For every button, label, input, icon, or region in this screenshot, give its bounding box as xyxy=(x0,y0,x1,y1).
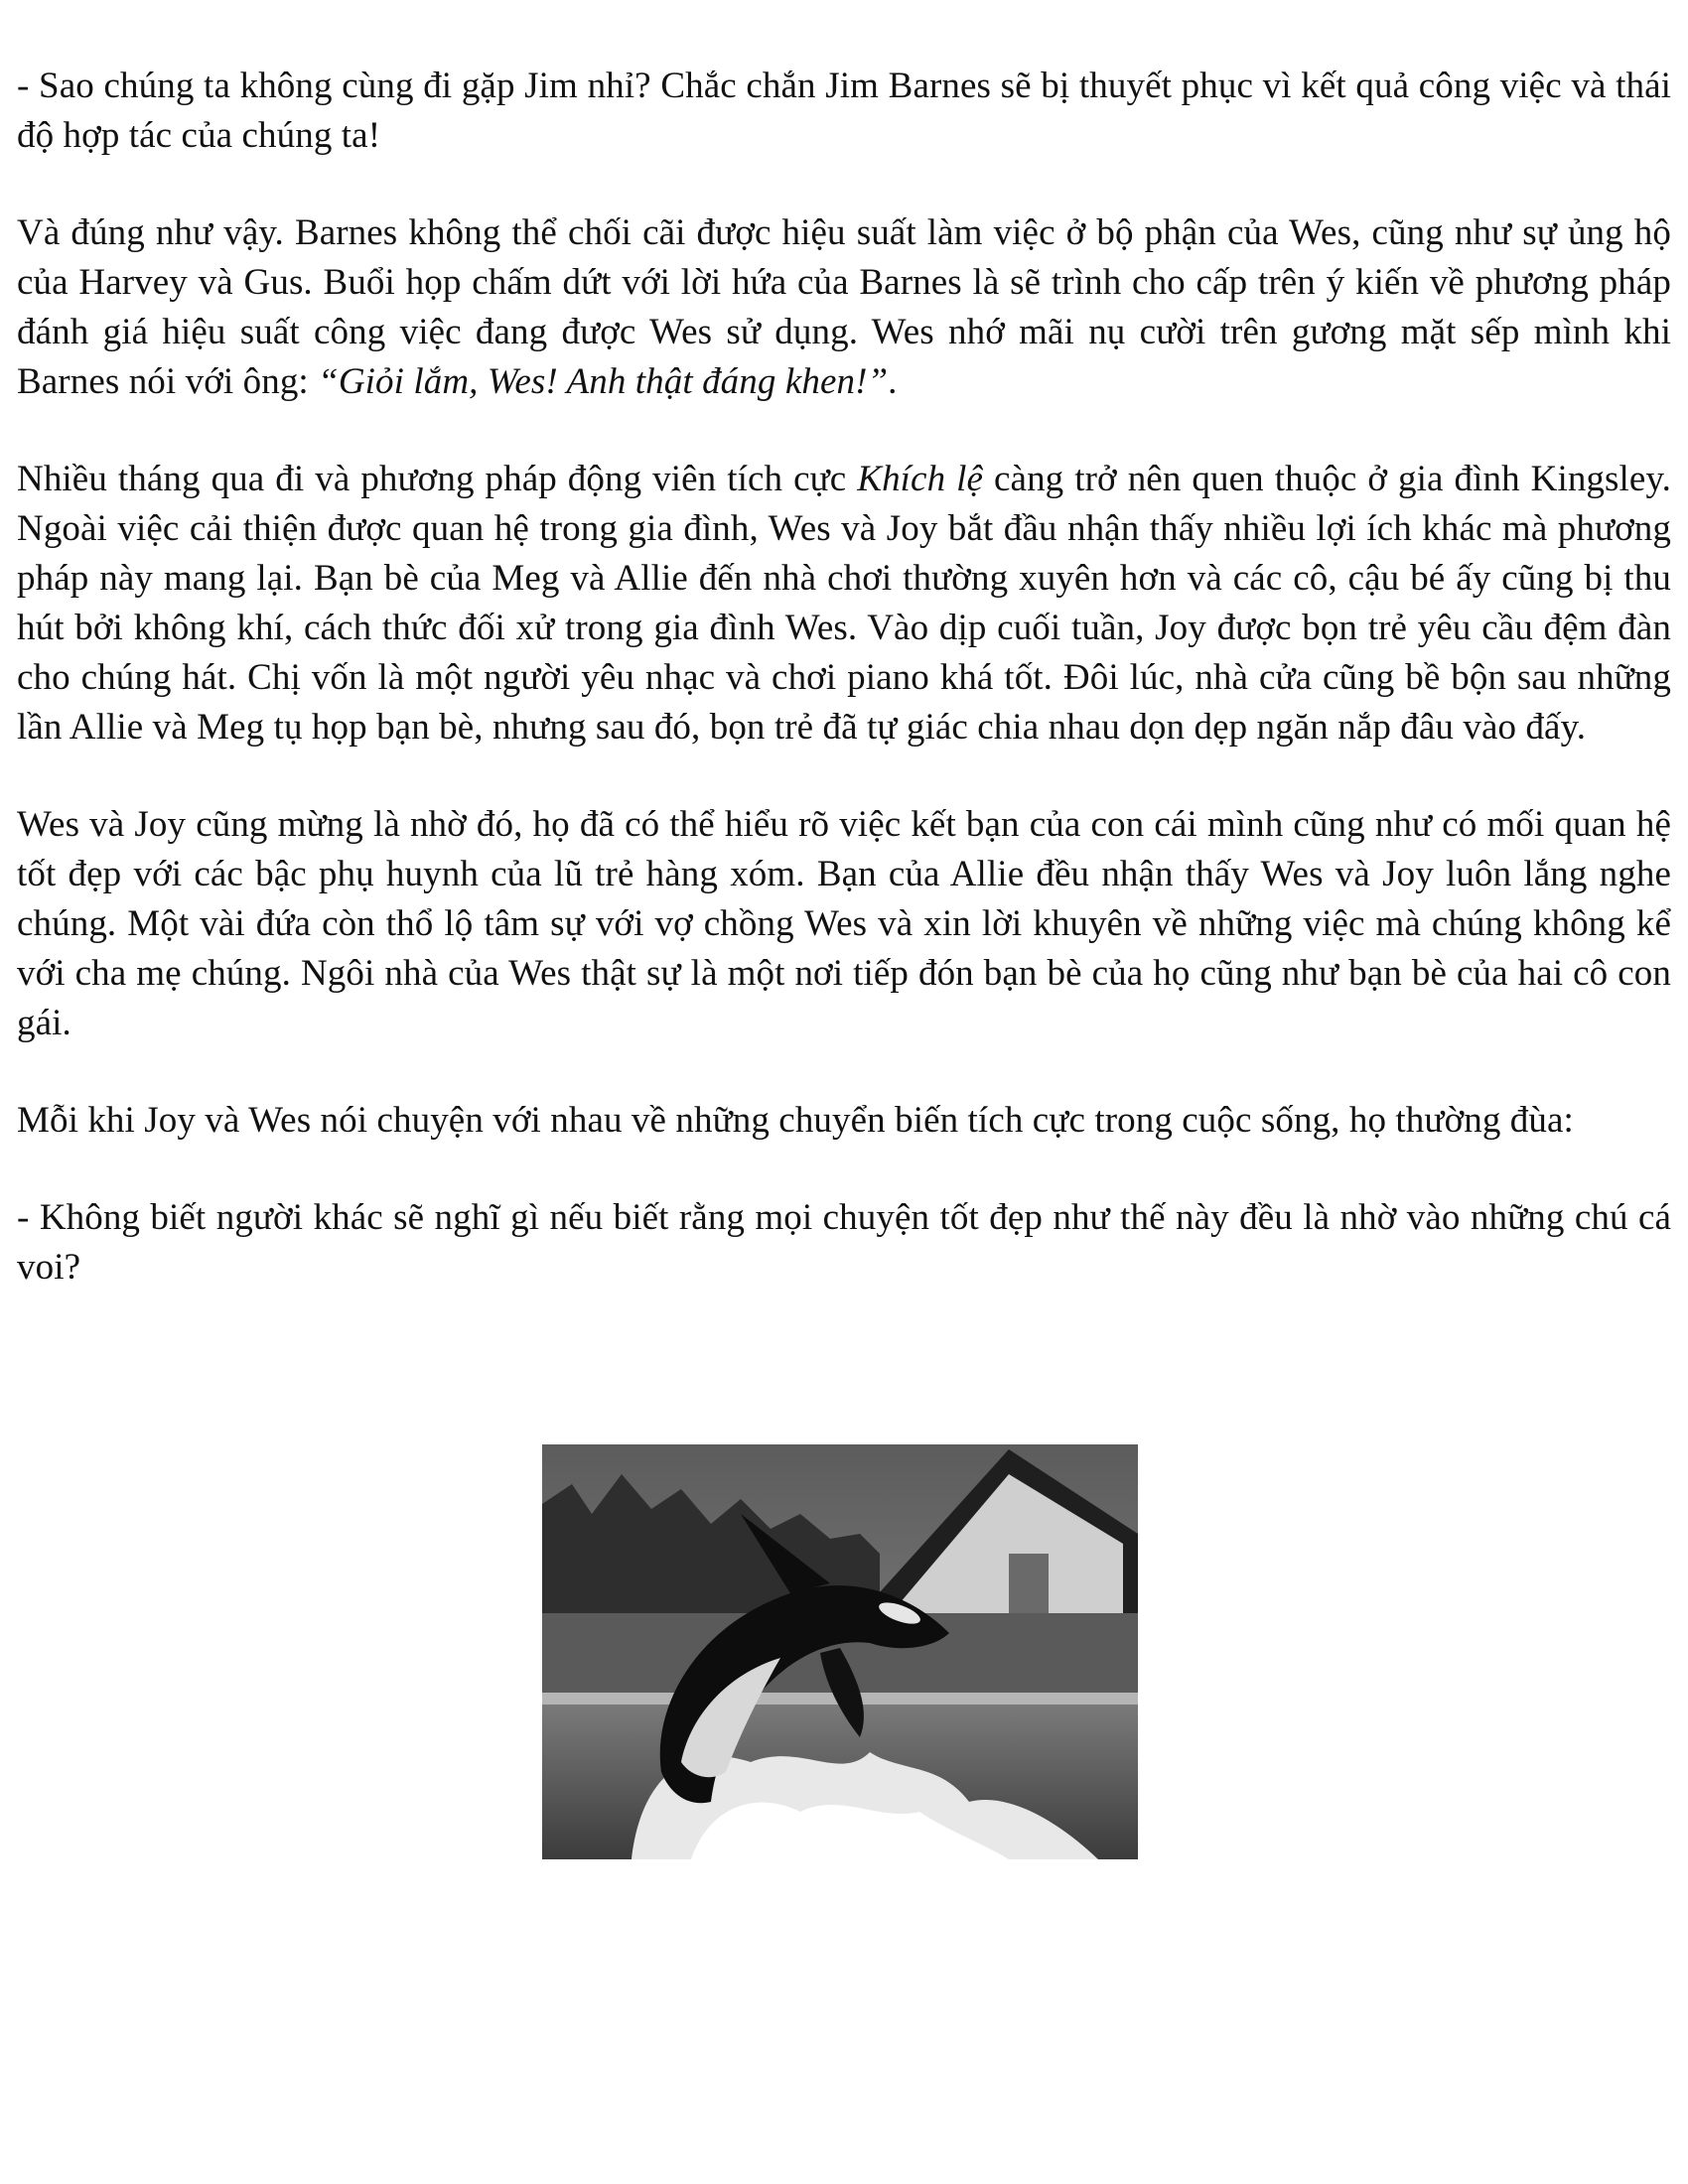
paragraph-6: - Không biết người khác sẽ nghĩ gì nếu biết rằng mọi chuyện tốt đẹp như thế này đều là nhờ vào những chú cá voi? xyxy=(17,1197,1671,1288)
paragraph-4: Wes và Joy cũng mừng là nhờ đó, họ đã có thể hiểu rõ việc kết bạn của con cái mình cũng như có mối quan hệ tốt đẹp với các bậc phụ huynh của lũ trẻ hàng xóm. Bạn của Allie đều nhận thấy Wes và Joy luôn lắng nghe chúng. Một vài đứa còn thổ lộ tâm sự với vợ chồng Wes và xin lời khuyên về những việc mà chúng không kể với cha mẹ chúng. Ngôi nhà của Wes thật sự là một nơi tiếp đón bạn bè của họ cũng như bạn bè của hai cô con gái. xyxy=(17,804,1671,1043)
paragraph-5: Mỗi khi Joy và Wes nói chuyện với nhau về những chuyển biến tích cực trong cuộc sống, họ thường đùa: xyxy=(17,1100,1574,1141)
building-window xyxy=(1009,1554,1049,1613)
paragraph-3-text-end: càng trở nên quen thuộc ở gia đình Kingsley. Ngoài việc cải thiện được quan hệ trong gia đình, Wes và Joy bắt đầu nhận thấy nhiều lợi ích khác mà phương pháp này mang lại. Bạn bè của Meg và Allie đến nhà chơi thường xuyên hơn và các cô, cậu bé ấy cũng bị thu hút bởi không khí, cách thức đối xử trong gia đình Wes. Vào dịp cuối tuần, Joy được bọn trẻ yêu cầu đệm đàn cho chúng hát. Chị vốn là một người yêu nhạc và chơi piano khá tốt. Đôi lúc, nhà cửa cũng bề bộn sau những lần Allie và Meg tụ họp bạn bè, nhưng sau đó, bọn trẻ đã tự giác chia nhau dọn dẹp ngăn nắp đâu vào đấy. xyxy=(17,459,1671,748)
document-page xyxy=(17,62,1671,1340)
orca-photo xyxy=(542,1444,1138,1859)
orca-illustration xyxy=(542,1444,1138,1859)
paragraph-1: - Sao chúng ta không cùng đi gặp Jim nhỉ? Chắc chắn Jim Barnes sẽ bị thuyết phục vì kết quả công việc và thái độ hợp tác của chúng ta! xyxy=(17,66,1671,156)
paragraph-3-text-start: Nhiều tháng qua đi và phương pháp động viên tích cực xyxy=(17,459,858,499)
paragraph-2-text: Và đúng như vậy. Barnes không thể chối cãi được hiệu suất làm việc ở bộ phận của Wes, cũng như sự ủng hộ của Harvey và Gus. Buổi họp chấm dứt với lời hứa của Barnes là sẽ trình cho cấp trên ý kiến về phương pháp đánh giá hiệu suất công việc đang được Wes sử dụng. Wes nhớ mãi nụ cười trên gương mặt sếp mình khi Barnes nói với ông: xyxy=(17,212,1671,402)
paragraph-3-emphasis: Khích lệ xyxy=(857,459,984,499)
paragraph-2-end: . xyxy=(888,361,898,402)
paragraph-3 xyxy=(17,455,1671,752)
paragraph-2 xyxy=(17,208,1671,407)
paragraph-2-quote: “Giỏi lắm, Wes! Anh thật đáng khen!” xyxy=(318,361,889,402)
